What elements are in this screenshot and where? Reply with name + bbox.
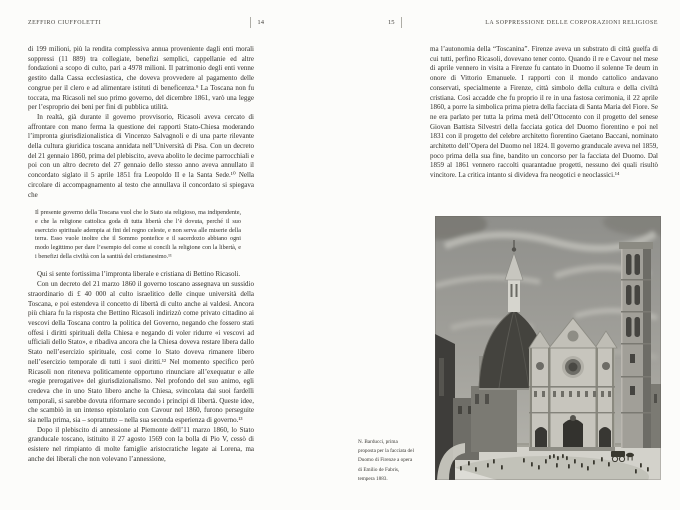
duomo-figure (340, 0, 680, 510)
giotto-campanile (619, 242, 653, 448)
running-header-chapter: LA SOPPRESSIONE DELLE CORPORAZIONI RELIGIOSE (485, 19, 658, 26)
figure-caption: N. Barducci, prima proposta per la facciata del Duomo di Firenze a opera di Emilio de Fabris, tempera 1883. (358, 439, 414, 482)
right-building (651, 384, 661, 448)
header-rule-left (250, 17, 251, 28)
body-paragraph: In realtà, già durante il governo provvisorio, Ricasoli aveva cercato di affrontare con mano ferma la questione dei rapporti Stato-Chiesa moderando l’impronta giurisdizionalistica di Vincenzo Salvagnoli e di una parte rilevante della cultura giuridica toscana annidata nell’Università di Pisa. Con un decreto del 21 gennaio 1860, prima del plebiscito, aveva abolito le decime parrocchiali e poi con un altro decreto del 27 gennaio dello stesso anno aveva annullato il concordato siglato il 5 aprile 1851 fra Leopoldo II e la Santa Sede.¹⁰ Nella circolare di accompagnamento al testo che annullava il concordato si spiegava che (28, 112, 254, 199)
page-right (340, 0, 680, 510)
page-number-group-left (250, 17, 264, 28)
duomo-facade (529, 318, 617, 451)
block-quote: Il presente governo della Toscana vuol che lo Stato sia religioso, ma indipendente, e che la religione cattolica goda di tutta libertà che l’è dovuta, perché il suo esercizio spirituale adempia ai fini del regno celeste, e non serva alle miserie della terra. Esso vuole inoltre che il Sommo pontefice e il sacerdozio abbiano ogni modo legittimo per dare l’esempio del come si concili la religione con la libertà, e i benefizi della civiltà con la santità del cristianesimo.¹¹ (35, 209, 241, 260)
body-paragraph: di 199 milioni, più la rendita complessiva annua proveniente dagli enti morali soppressi (11 889) tra collegiate, benefizi semplici, cappellanie ed altre fondazioni a scopo di culto, pari a 4978 milioni. Il patrimonio degli enti venne gestito dalla Cassa ecclesiastica, che doveva provvedere al pagamento delle congrue per il clero e ad alimentare istituti di beneficenza.⁹ La Toscana non fu toccata, ma Ricasoli nel suo primo governo, del dicembre 1861, varò una legge per l’esproprio dei beni per fini di pubblica utilità. (28, 45, 254, 112)
left-text-column (28, 45, 254, 465)
body-paragraph: Con un decreto del 21 marzo 1860 il governo toscano assegnava un sussidio straordinario di £ 40 000 al culto israelitico delle cinque università della Toscana, e poi estendeva il concetto di libertà di culto anche ai valdesi. Ancora più chiara fu la risposta che Bettino Ricasoli indirizzò come privato cittadino ai vescovi della Toscana contro la politica del Governo, negando che fossero stati offesi i diritti spirituali della Chiesa e negando di voler ridurre «i vescovi ad ufficiali dello Stato», e ribadiva ancora che la Chiesa doveva restare libera dallo Stato nell’esercizio spirituale, così come lo Stato doveva rimanere libero nell’esercizio temporale di tutti i suoi diritti.¹² Nel momento specifico però Ricasoli non riteneva politicamente opportuno rinunciare all’exequatur e alle «regie prerogative» del giurisdizionalismo. Nel profondo del suo animo, egli credeva che in uno Stato libero anche la Chiesa, svincolata dai suoi fardelli temporali, si sarebbe dovuta riformare secondo i principi di libertà. Queste idee, che scambiò in un intenso epistolario con Cavour nel 1860, furono perseguite sia nella prima, sia – soprattutto – nella sua seconda esperienza di governo.¹³ (28, 280, 254, 425)
running-header-author: ZEFFIRO CIUFFOLETTI (28, 19, 102, 26)
duomo-facade-image (435, 216, 661, 480)
page-number-left: 14 (257, 19, 264, 26)
body-paragraph: Dopo il plebiscito di annessione al Piemonte dell’11 marzo 1860, lo Stato granducale toscano, istituito il 27 agosto 1569 con la bolla di Pio V, cessò di esistere nel rimpianto di molte famiglie aristocratiche legate ai Lorena, ma anche dei liberali che non volevano l’annessione, (28, 425, 254, 463)
body-paragraph: ma l’autonomia della “Toscanina”. Firenze aveva un substrato di città guelfa di cui tutti, perfino Ricasoli, dovevano tener conto. Quando il re e Cavour nel mese di aprile vennero in visita a Firenze fu cantato in Duomo il solenne Te deum in onore di Vittorio Emanuele. I rapporti con il mondo cattolico andavano conservati, specialmente a Firenze, città simbolo della cultura e della civiltà cristiana. Così accadde che fu proprio il re in una fastosa cerimonia, il 22 aprile 1860, a porre la simbolica prima pietra della facciata di Santa Maria del Fiore. Se ne era parlato per tutta la prima metà dell’Ottocento con il progetto del senese Giovan Battista Silvestri della facciata gotica del Duomo fiorentino e poi nel 1831 con il progetto del celebre architetto fiorentino Gaetano Baccani, nominato architetto dell’Opera del Duomo nel 1824. Il governo granducale aveva nel 1859, poco prima della sua fine, bandito un concorso per la facciata del Duomo. Dal 1859 al 1861 vennero raccolti quarantadue progetti, nessuno dei quali risultò vincitore. La critica intanto si divideva fra neogotici e neoclassici.¹⁴ (430, 45, 659, 180)
running-head-left (28, 16, 264, 29)
body-paragraph: Qui si sente fortissima l’impronta liberale e cristiana di Bettino Ricasoli. (37, 270, 241, 279)
page-number-right: 15 (388, 19, 395, 26)
